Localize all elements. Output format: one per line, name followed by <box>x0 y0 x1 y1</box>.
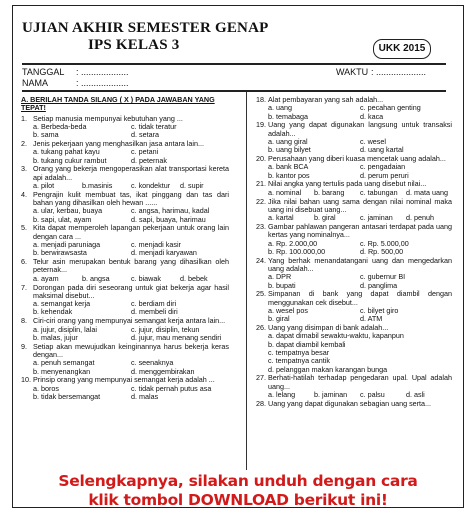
question-item <box>256 400 452 408</box>
answer-option[interactable]: d. setara <box>131 131 159 140</box>
answer-option[interactable]: a. menjadi paruniaga <box>33 241 101 250</box>
tanggal-label: TANGGAL <box>22 67 65 77</box>
answer-option[interactable]: c. Rp. 5.000,00 <box>360 239 409 248</box>
title-line1: UJIAN AKHIR SEMESTER GENAP <box>22 20 269 36</box>
question-stem <box>256 155 452 163</box>
question-stem <box>256 400 452 408</box>
question-text: Pengrajin kulit membuat tas, ikat pinggang dan tas dari bahan yang dihasilkan oleh hewan ...... <box>33 189 229 208</box>
question-stem <box>256 223 452 240</box>
question-text: Gambar pahlawan pangeran antasari terdapat pada uang kertas yang nominalnya... <box>268 221 452 240</box>
answer-option[interactable]: a. semangat kerja <box>33 300 91 309</box>
question-number: 18. <box>256 95 266 104</box>
answer-option[interactable]: c. menjadi kasir <box>131 241 181 250</box>
column-divider <box>246 92 247 470</box>
nama-value: : ................... <box>76 78 129 88</box>
answer-option[interactable]: a. tukang pahat kayu <box>33 148 100 157</box>
answer-option[interactable]: c. bilyet giro <box>360 306 399 315</box>
question-item <box>256 121 452 154</box>
answer-option[interactable]: a. boros <box>33 384 59 393</box>
question-stem <box>256 374 452 391</box>
question-number: 7. <box>21 282 27 292</box>
answer-option[interactable]: c. jujur, disiplin, tekun <box>131 325 200 334</box>
question-text: Setiap manusia mempunyai kebutuhan yang ... <box>33 113 183 123</box>
answer-option[interactable]: b. jaminan <box>314 390 348 399</box>
answer-option[interactable]: b. kantor pos <box>268 171 310 180</box>
answer-option[interactable]: a. kartal <box>268 214 294 223</box>
answer-option[interactable]: c. tabungan <box>360 188 398 197</box>
question-item <box>21 191 229 224</box>
answer-option[interactable]: d. uang kartal <box>360 146 404 155</box>
answer-options <box>21 148 229 165</box>
right-column <box>256 96 452 408</box>
question-stem <box>21 191 229 208</box>
answer-option[interactable]: c. pecahan genting <box>360 104 421 113</box>
question-text: Uang yang dapat digunakan sebagian uang serta... <box>268 398 432 408</box>
question-item <box>256 198 452 223</box>
waktu-label: WAKTU <box>336 67 369 77</box>
nama-label: NAMA <box>22 78 49 88</box>
question-text: Yang berhak menandatangani uang dan mengedarkan uang adalah... <box>268 255 452 273</box>
answer-option[interactable]: a. DPR <box>268 273 292 282</box>
question-number: 24. <box>256 255 266 265</box>
answer-option[interactable]: b. sapi, ulat, ayam <box>33 215 92 224</box>
answer-option[interactable]: b. angsa <box>82 274 110 283</box>
question-number: 8. <box>21 316 27 326</box>
tanggal-value: : ................... <box>76 67 129 77</box>
question-number: 1. <box>21 113 27 123</box>
question-stem <box>21 115 229 123</box>
waktu-value: : .................... <box>371 67 427 77</box>
answer-options <box>256 240 452 257</box>
answer-options <box>256 307 452 324</box>
answer-option[interactable]: b. Rp. 100.000,00 <box>268 247 326 256</box>
answer-option[interactable]: c. petani <box>131 148 159 157</box>
question-item <box>256 257 452 290</box>
question-stem <box>21 343 229 360</box>
answer-option[interactable]: a. dapat dimabil sewaktu-waktu, kapanpun <box>268 332 404 341</box>
question-item <box>256 223 452 256</box>
question-text: Uang yang disimpan di bank adalah... <box>268 323 389 333</box>
answer-option[interactable]: a. nominal <box>268 188 302 197</box>
answer-option[interactable]: c. palsu <box>360 390 385 399</box>
answer-option[interactable]: b. sama <box>33 131 59 140</box>
answer-option[interactable]: c. pengadaian <box>360 163 406 172</box>
answer-options <box>256 332 452 373</box>
question-number: 26. <box>256 323 266 333</box>
question-text: Kita dapat memperoleh lapangan pekerjaan untuk orang lain dengan cara ... <box>33 223 229 241</box>
answer-option[interactable]: c. tempatnya cantik <box>268 357 330 366</box>
section-a-instruction: A. BERILAH TANDA SILANG ( X ) PADA JAWABAN YANG TEPAT! <box>21 95 215 113</box>
question-text: Simpanan di bank yang dapat diambil dengan menggunakan cek disebut... <box>268 289 452 307</box>
answer-option[interactable]: d. ATM <box>360 315 383 324</box>
answer-option[interactable]: c. gubernur BI <box>360 273 406 282</box>
answer-option[interactable]: d. menggembirakan <box>131 367 195 376</box>
answer-option[interactable]: b. barang <box>314 188 345 197</box>
answer-option[interactable]: a. uang <box>268 104 292 113</box>
answer-option[interactable]: a. ular, kerbau, buaya <box>33 207 103 216</box>
answer-options <box>21 326 229 343</box>
question-text: Jika nilai bahan uang sama dengan nilai nominal maka uang ini disebuat uang... <box>268 196 452 214</box>
answer-options <box>21 123 229 140</box>
answer-option[interactable]: a. Rp. 2.000,00 <box>268 239 318 248</box>
question-stem <box>256 96 452 104</box>
answer-option[interactable]: d. perum peruri <box>360 171 409 180</box>
answer-option[interactable]: c. berdiam diri <box>131 300 177 309</box>
exam-title <box>22 20 269 54</box>
question-text: Orang yang bekerja mengoperasikan alat transportasi kereta api adalah... <box>33 164 229 182</box>
answer-option[interactable]: a. wesel pos <box>268 306 308 315</box>
answer-option[interactable]: d. mata uang <box>406 188 448 197</box>
answer-option[interactable]: d. bebek <box>180 274 208 283</box>
answer-option[interactable]: a. penuh semangat <box>33 359 95 368</box>
answer-option[interactable]: b. bupati <box>268 281 296 290</box>
question-item <box>21 376 229 401</box>
question-item <box>21 317 229 342</box>
question-number: 2. <box>21 138 27 148</box>
answer-option[interactable]: a. lelang <box>268 390 296 399</box>
question-number: 23. <box>256 221 266 231</box>
answer-options <box>21 300 229 317</box>
question-item <box>21 140 229 165</box>
question-item <box>21 115 229 140</box>
question-item <box>21 224 229 257</box>
question-text: Prinsip orang yang mempunyai semangat kerja adalah ... <box>33 375 215 385</box>
answer-options <box>21 359 229 376</box>
question-stem <box>256 324 452 332</box>
question-text: Uang yang dapat digunakan langsung untuk transaksi adalah... <box>268 120 452 138</box>
answer-option[interactable]: d. membeli diri <box>131 308 178 317</box>
answer-option[interactable]: a. uang giral <box>268 137 308 146</box>
answer-option[interactable]: d. sapi, buaya, harimau <box>131 215 206 224</box>
question-number: 3. <box>21 164 27 174</box>
answer-option[interactable]: c. biawak <box>131 274 161 283</box>
banner-line1: Selengkapnya, silakan unduh dengan cara <box>58 472 418 490</box>
question-item <box>256 324 452 374</box>
answer-options <box>21 207 229 224</box>
question-item <box>256 155 452 180</box>
answer-option[interactable]: b. berwirawsasta <box>33 249 87 258</box>
title-line2: IPS KELAS 3 <box>88 37 180 53</box>
left-column <box>21 96 229 402</box>
question-stem <box>256 257 452 274</box>
answer-option[interactable]: b. kehendak <box>33 308 73 317</box>
answer-options <box>256 189 452 197</box>
question-item <box>21 343 229 376</box>
answer-option[interactable]: a. pilot <box>33 181 55 190</box>
answer-option[interactable]: b. temabaga <box>268 112 308 121</box>
answer-option[interactable]: b. giral <box>268 315 290 324</box>
answer-option[interactable]: d. penuh <box>406 214 434 223</box>
answer-option[interactable]: d. pelanggan makan karangan bunga <box>268 365 388 374</box>
question-stem <box>21 140 229 148</box>
answer-option[interactable]: c. jaminan <box>360 214 393 223</box>
answer-option[interactable]: a. bank BCA <box>268 163 309 172</box>
download-banner[interactable] <box>14 472 462 510</box>
question-number: 25. <box>256 289 266 299</box>
banner-line2: klik tombol DOWNLOAD berikut ini! <box>88 491 388 509</box>
answer-option[interactable]: d. menjadi karyawan <box>131 249 197 258</box>
question-text: Berhati-hatilah terhadap pengedaran upal. Upal adalah uang... <box>268 373 452 391</box>
answer-option[interactable]: d. peternak <box>131 156 167 165</box>
answer-options <box>21 385 229 402</box>
answer-options <box>21 241 229 258</box>
left-question-list <box>21 115 229 402</box>
question-item <box>21 284 229 317</box>
answer-option[interactable]: b. uang bilyet <box>268 146 311 155</box>
question-text: Ciri-ciri orang yang mempunyai semangat kerja antara lain... <box>33 316 226 326</box>
answer-option[interactable]: c. tempatnya besar <box>268 348 330 357</box>
answer-option[interactable]: d. malas <box>131 392 159 401</box>
question-stem <box>256 290 452 307</box>
answer-option[interactable]: a. Berbeda-beda <box>33 122 87 131</box>
question-number: 19. <box>256 120 266 130</box>
answer-option[interactable]: a. jujur, disiplin, lalai <box>33 325 97 334</box>
answer-option[interactable]: b. dapat diambil kembali <box>268 340 346 349</box>
answer-option[interactable]: d. jujur, mau menang sendiri <box>131 333 222 342</box>
answer-option[interactable]: c. wesel <box>360 137 386 146</box>
answer-option[interactable]: b.masinis <box>82 181 113 190</box>
answer-option[interactable]: d. panglima <box>360 281 398 290</box>
question-text: Nilai angka yang tertulis pada uang disebut nilai... <box>268 179 427 189</box>
answer-options <box>256 104 452 121</box>
question-item <box>256 96 452 121</box>
question-number: 5. <box>21 223 27 233</box>
question-stem <box>256 180 452 188</box>
answer-option[interactable]: d. kaca <box>360 112 384 121</box>
question-number: 6. <box>21 257 27 267</box>
question-number: 20. <box>256 154 266 164</box>
question-stem <box>21 284 229 301</box>
answer-option[interactable]: a. ayam <box>33 274 59 283</box>
year-badge: UKK 2015 <box>373 39 431 59</box>
answer-option[interactable]: c. seenaknya <box>131 359 174 368</box>
question-number: 28. <box>256 398 266 408</box>
question-stem <box>256 121 452 138</box>
answer-option[interactable]: b. menyenangkan <box>33 367 91 376</box>
question-stem <box>21 258 229 275</box>
question-number: 4. <box>21 189 27 199</box>
answer-option[interactable]: c. kondektur <box>131 181 171 190</box>
question-text: Jenis pekerjaan yang menghasilkan jasa antara lain... <box>33 138 205 148</box>
answer-options <box>256 273 452 290</box>
question-number: 21. <box>256 179 266 189</box>
question-stem <box>21 224 229 241</box>
header-rule-bottom <box>22 90 446 92</box>
question-number: 10. <box>21 375 31 385</box>
question-text: Telur asin merupakan bentuk barang yang dihasilkan oleh peternak... <box>33 257 229 275</box>
question-text: Setiap akan mewujudkan keinginannya harus bekerja keras dengan... <box>33 341 229 359</box>
question-item <box>256 180 452 197</box>
answer-option[interactable]: d. Rp. 500,00 <box>360 247 404 256</box>
answer-option[interactable]: b. tukang cukur rambut <box>33 156 107 165</box>
answer-options <box>256 163 452 180</box>
question-stem <box>21 165 229 182</box>
answer-options <box>256 138 452 155</box>
answer-option[interactable]: c. tidak teratur <box>131 122 177 131</box>
question-text: Alat pembayaran yang sah adalah... <box>268 95 384 104</box>
question-text: Dorongan pada diri seseorang untuk giat bekerja agar hasil maksimal disebut... <box>33 282 229 300</box>
answer-option[interactable]: d. asli <box>406 390 425 399</box>
question-number: 9. <box>21 341 27 351</box>
answer-option[interactable]: d. supir <box>180 181 204 190</box>
answer-option[interactable]: c. tidak pernah putus asa <box>131 384 212 393</box>
answer-option[interactable]: c. angsa, harimau, kadal <box>131 207 210 216</box>
question-item <box>256 290 452 323</box>
answer-option[interactable]: b. giral <box>314 214 336 223</box>
question-stem <box>21 376 229 384</box>
question-number: 27. <box>256 373 266 383</box>
answer-option[interactable]: b. malas, jujur <box>33 333 78 342</box>
question-item <box>21 258 229 283</box>
question-text: Perusahaan yang diberi kuasa mencetak uang adalah... <box>268 154 446 164</box>
question-stem <box>256 198 452 215</box>
header-rule-top <box>22 63 446 65</box>
question-item <box>256 374 452 399</box>
answer-options <box>256 391 452 399</box>
question-number: 22. <box>256 196 266 206</box>
question-item <box>21 165 229 190</box>
question-stem <box>21 317 229 325</box>
answer-option[interactable]: b. tidak bersemangat <box>33 392 101 401</box>
right-question-list <box>256 96 452 408</box>
answer-options <box>21 275 229 283</box>
